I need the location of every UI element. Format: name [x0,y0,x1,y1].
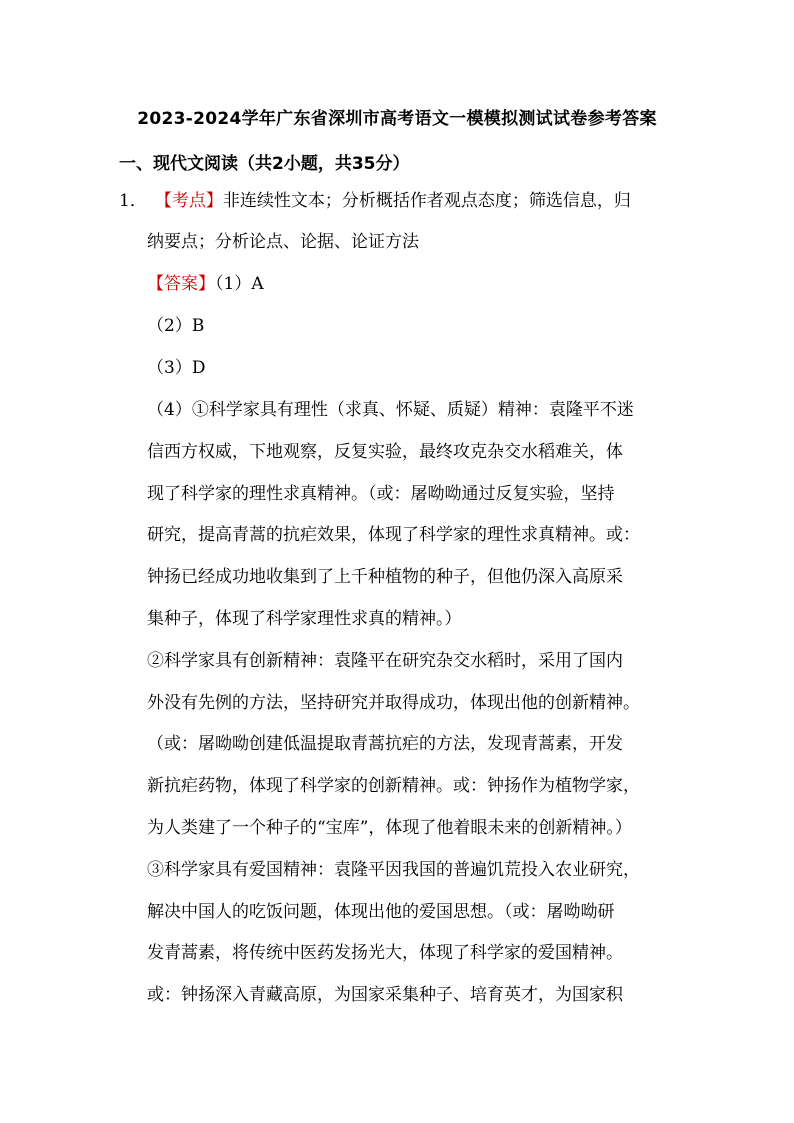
answer-tag: 【答案】 [147,274,215,294]
answer-4-line: 钟扬已经成功地收集到了上千种植物的种子，但他仍深入高原采 [147,567,623,588]
section-heading: 一、现代文阅读（共2小题，共35分） [119,154,410,174]
question-number: 1． [119,191,147,211]
answer-4-line: 或：钟扬深入青藏高原，为国家采集种子、培育英才，为国家积 [147,985,623,1006]
answer-line [147,272,264,296]
kaodian-tag: 【考点】 [154,191,223,211]
kaodian-text-continued: 纳要点；分析论点、论据、论证方法 [147,232,419,252]
answer-3: （3）D [147,358,206,378]
answer-4-line: ③科学家具有爱国精神：袁隆平因我国的普遍饥荒投入农业研究， [147,859,640,880]
answer-4-line: 外没有先例的方法，坚持研究并取得成功，体现出他的创新精神。 [147,692,640,713]
kaodian-text: 非连续性文本；分析概括作者观点态度；筛选信息，归 [222,191,631,211]
document-title: 2023-2024学年广东省深圳市高考语文一模模拟测试试卷参考答案 [137,109,657,129]
answer-4-line: 发青蒿素，将传统中医药发扬光大，体现了科学家的爱国精神。 [147,943,623,964]
answer-1: （1）A [215,274,264,294]
answer-4-line: （或：屠呦呦创建低温提取青蒿抗疟的方法，发现青蒿素，开发 [147,734,623,755]
answer-4-line: 为人类建了一个种子的“宝库”，体现了他着眼未来的创新精神。） [147,818,632,838]
question-1-line [119,189,631,213]
answer-4-line: 解决中国人的吃饭问题，体现出他的爱国思想。（或：屠呦呦研 [147,901,615,922]
answer-4-line: 新抗疟药物，体现了科学家的创新精神。或：钟扬作为植物学家， [147,776,640,797]
answer-2: （2）B [147,316,205,336]
answer-4-line: 研究，提高青蒿的抗疟效果，体现了科学家的理性求真精神。或： [147,525,640,546]
answer-4-line: （4）①科学家具有理性（求真、怀疑、质疑）精神：袁隆平不迷 [147,400,634,420]
answer-4-line: 集种子，体现了科学家理性求真的精神。） [147,609,462,629]
answer-4-line: ②科学家具有创新精神：袁隆平在研究杂交水稻时，采用了国内 [147,650,623,671]
answer-4-line: 信西方权威，下地观察，反复实验，最终攻克杂交水稻难关，体 [147,441,623,462]
answer-4-line: 现了科学家的理性求真精神。（或：屠呦呦通过反复实验，坚持 [147,483,615,504]
